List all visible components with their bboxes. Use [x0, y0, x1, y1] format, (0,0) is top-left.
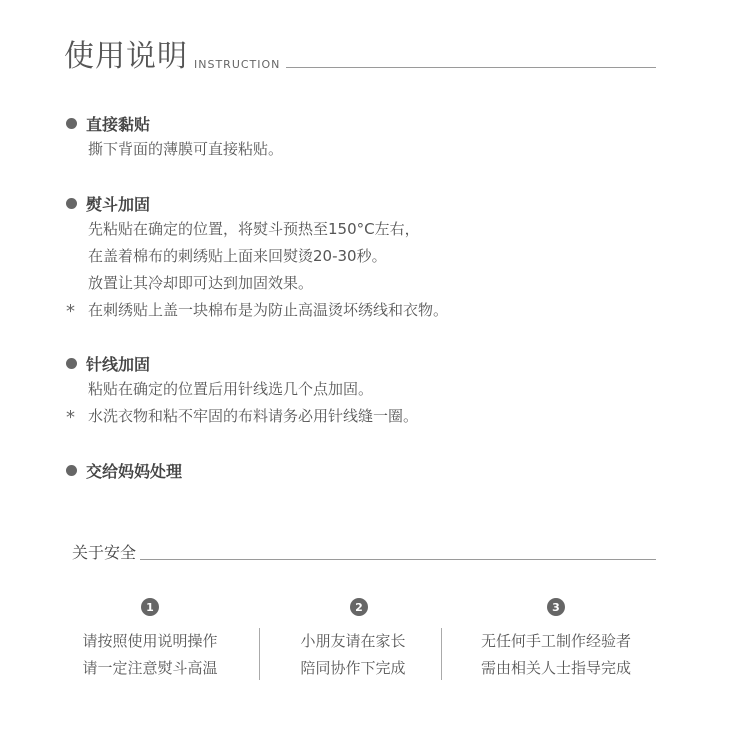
safety-item-1 [60, 628, 240, 682]
safety-header [72, 540, 656, 564]
section-text: 先粘贴在确定的位置，将熨斗预热至150°C左右， [88, 220, 420, 238]
safety-text: 请按照使用说明操作 [82, 632, 218, 650]
number-badge-2: 2 [350, 598, 368, 616]
section-title: 熨斗加固 [86, 194, 151, 214]
bullet-icon [66, 358, 77, 369]
section-note [66, 297, 448, 324]
note-text: 在刺绣贴上盖一块棉布是为防止高温烫坏绣线和衣物。 [88, 301, 449, 319]
section-text: 放置让其冷却即可达到加固效果。 [88, 274, 314, 292]
section-iron-reinforce [66, 192, 448, 324]
instruction-header [64, 38, 656, 74]
page-title: 使用说明 [64, 39, 188, 74]
section-text: 撕下背面的薄膜可直接粘贴。 [88, 140, 284, 158]
safety-item-2 [272, 628, 434, 682]
column-divider [259, 628, 260, 680]
safety-text: 请一定注意熨斗高温 [82, 659, 218, 677]
section-direct-paste [66, 112, 283, 163]
safety-item-3 [455, 628, 657, 682]
bullet-icon [66, 198, 77, 209]
section-text: 在盖着棉布的刺绣贴上面来回熨烫20-30秒。 [88, 247, 387, 265]
asterisk-icon: * [66, 301, 75, 322]
section-text: 粘贴在确定的位置后用针线选几个点加固。 [88, 380, 374, 398]
safety-text: 需由相关人士指导完成 [480, 659, 631, 677]
number-badge-3: 3 [547, 598, 565, 616]
header-divider [286, 67, 656, 68]
number-badge-1: 1 [141, 598, 159, 616]
safety-text: 无任何手工制作经验者 [480, 632, 631, 650]
page-subtitle: INSTRUCTION [194, 58, 281, 71]
safety-text: 陪同协作下完成 [300, 659, 406, 677]
section-give-to-mom [66, 459, 182, 481]
section-stitch-reinforce [66, 352, 418, 430]
safety-divider [140, 559, 656, 560]
asterisk-icon: * [66, 407, 75, 428]
bullet-icon [66, 465, 77, 476]
safety-text: 小朋友请在家长 [300, 632, 406, 650]
section-title: 直接黏贴 [86, 114, 151, 134]
section-title: 交给妈妈处理 [86, 461, 183, 481]
bullet-icon [66, 118, 77, 129]
note-text: 水洗衣物和粘不牢固的布料请务必用针线缝一圈。 [88, 407, 419, 425]
section-title: 针线加固 [86, 354, 151, 374]
safety-title: 关于安全 [72, 543, 137, 562]
section-note [66, 403, 418, 430]
column-divider [441, 628, 442, 680]
